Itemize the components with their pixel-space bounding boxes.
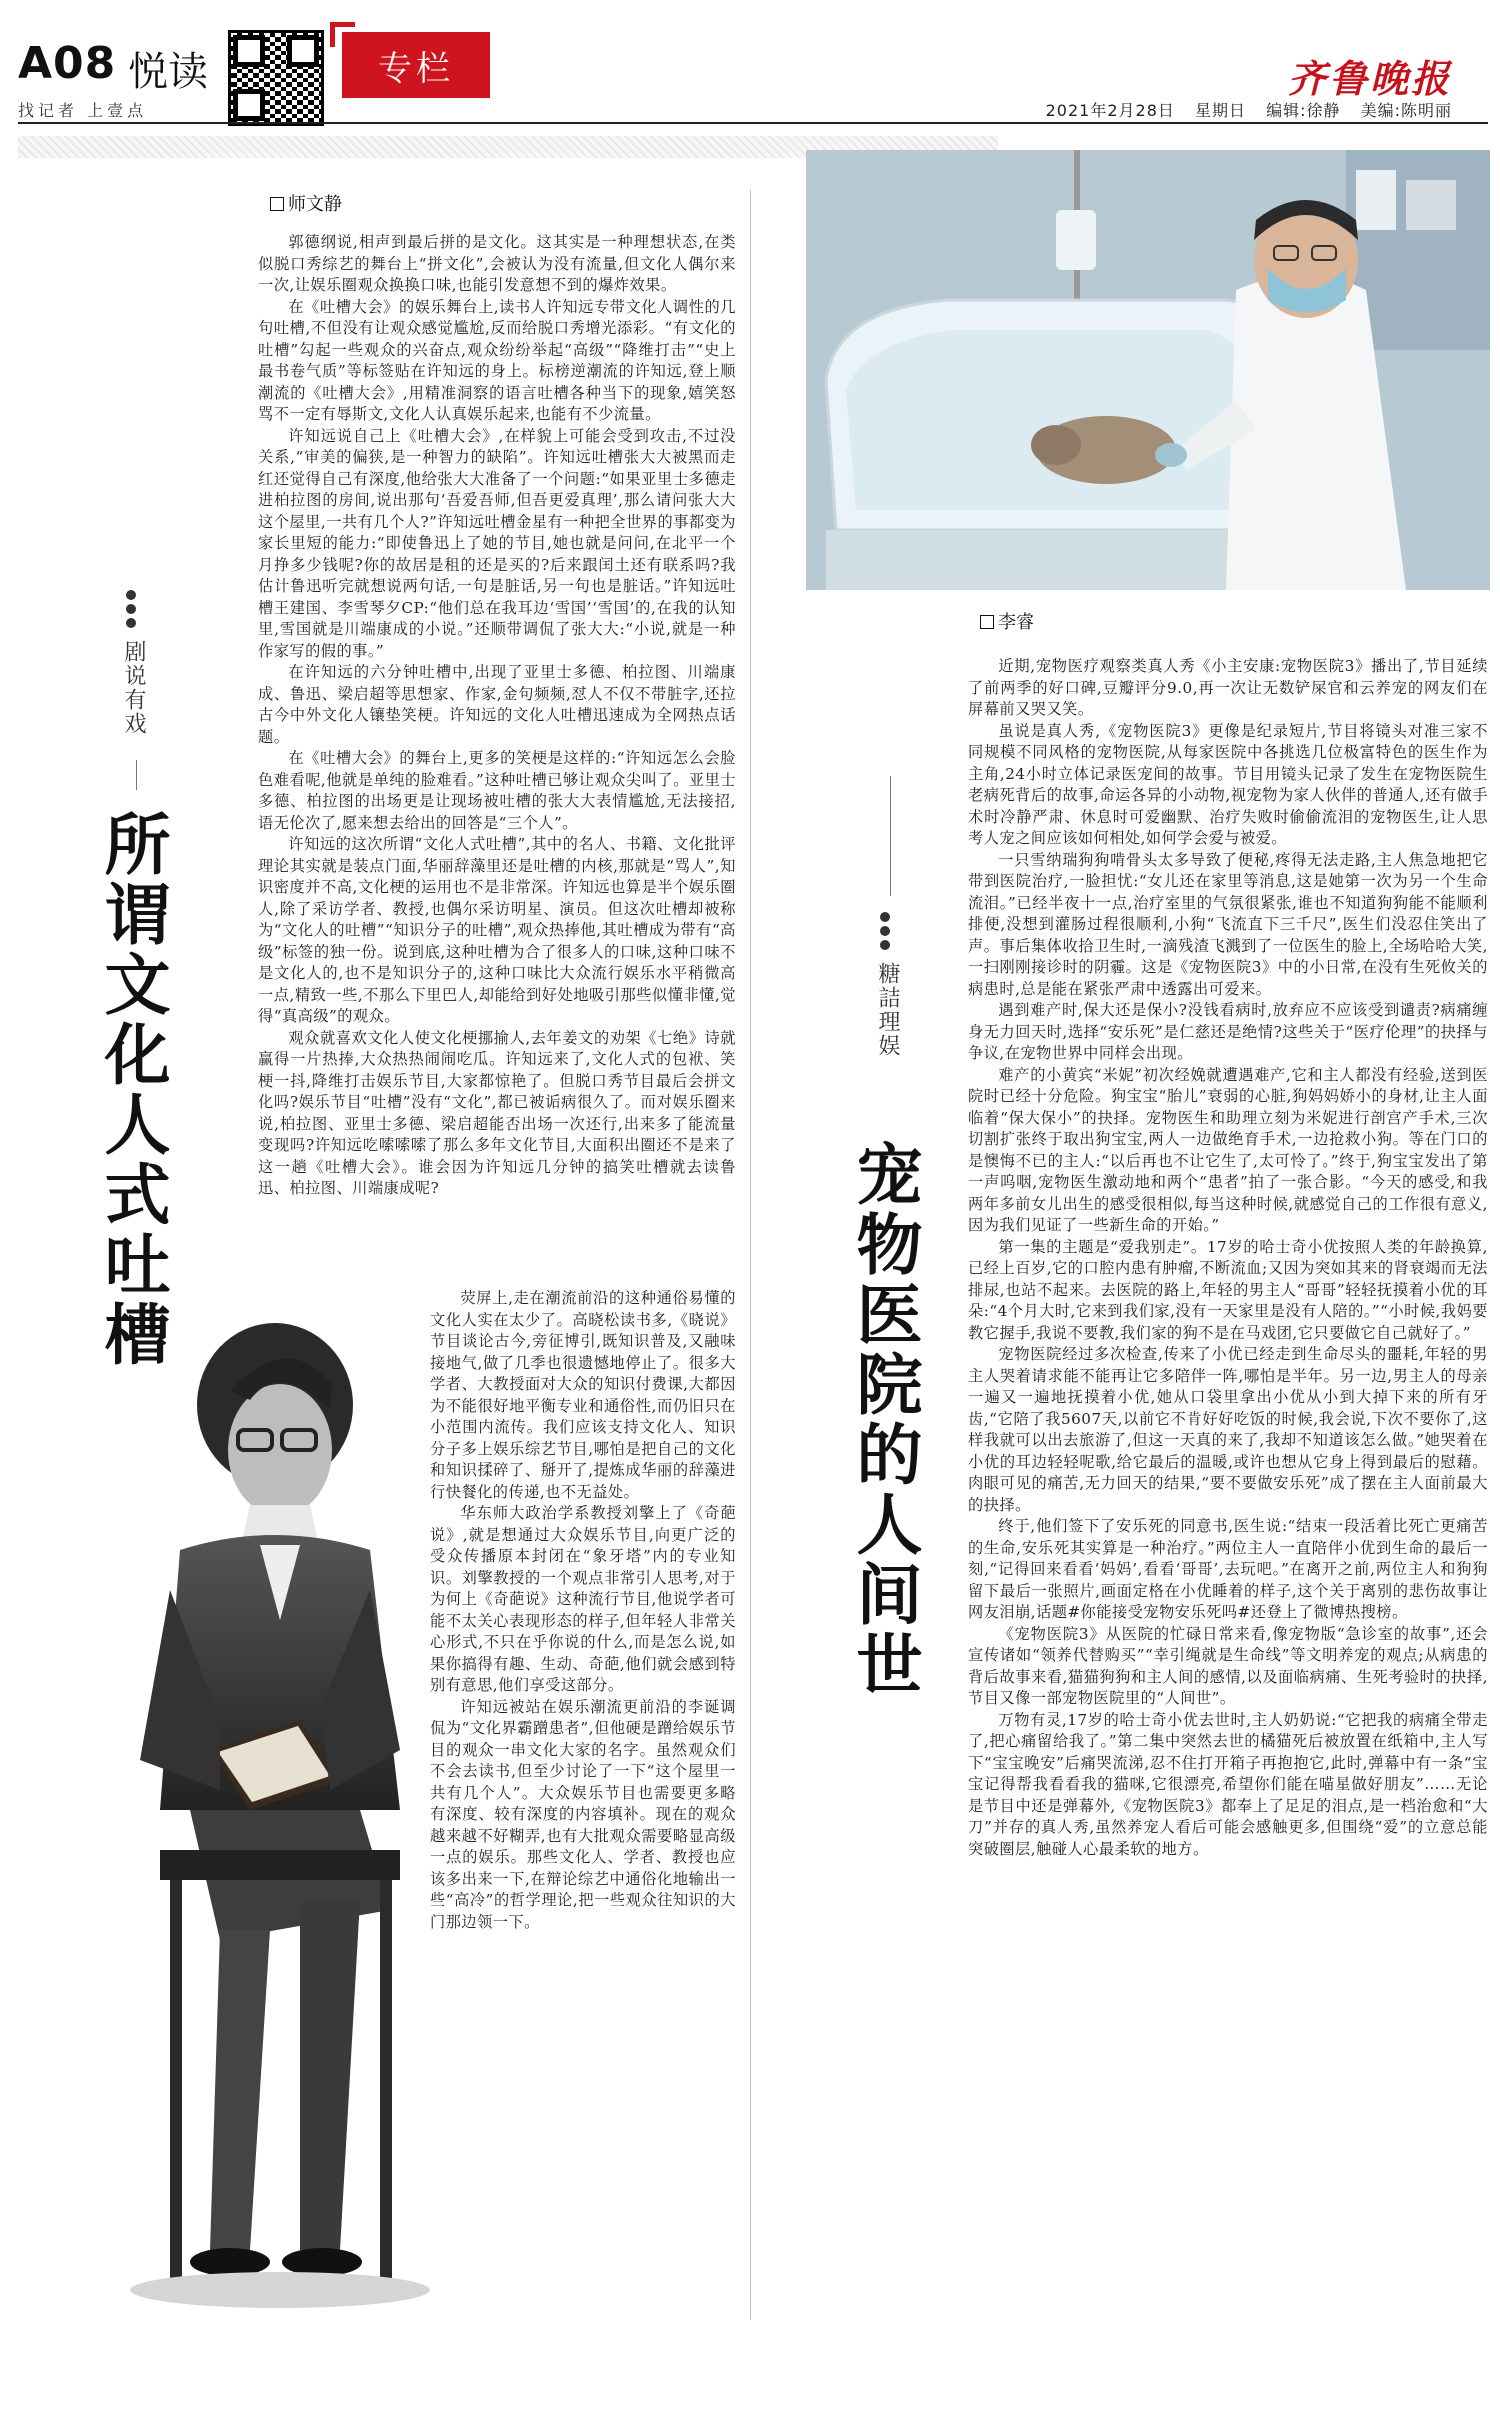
paragraph: 荧屏上,走在潮流前沿的这种通俗易懂的文化人实在太少了。高晓松读书多,《晓说》节目谈论古今,旁征博引,既知识普及,又融味接地气,做了几季也很遗憾地停止了。很多大学者、大教授面对大众的知识付费课,大都因为不能很好地平衡专业和通俗性,而仍旧只在小范围内流传。我们应该支持文化人、知识分子多上娱乐综艺节目,哪怕是把自己的文化和知识揉碎了、掰开了,提炼成华丽的辞藻进行快餐化的传递,也不无益处。 <box>430 1289 736 1501</box>
paragraph: 遇到难产时,保大还是保小?没钱看病时,放弃应不应该受到谴责?病痛缠身无力回天时,选择“安乐死”是仁慈还是绝情?这些关于“医疗伦理”的抉择与争议,在宠物世界中同样会出现。 <box>968 1001 1488 1062</box>
paragraph: 华东师大政治学系教授刘擎上了《奇葩说》,就是想通过大众娱乐节目,向更广泛的受众传播原本封闭在“象牙塔”内的专业知识。刘擎教授的一个观点非常引人思考,对于为何上《奇葩说》这种流行节目,他说学者可能不太关心表现形态的样子,但年轻人非常关心形式,不只在乎你说的什么,而是怎么说,如果你搞得有趣、生动、奇葩,他们就会感到特别有意思,他们享受这部分。 <box>430 1504 736 1694</box>
paragraph: 观众就喜欢文化人使文化梗挪揄人,去年姜文的劝架《七绝》诗就赢得一片热捧,大众热热闹闹吃瓜。许知远来了,文化人式的包袱、笑梗一抖,降维打击娱乐节目,大家都惊艳了。但脱口秀节目最后会拼文化吗?娱乐节目“吐槽”没有“文化”,都已被诟病很久了。而对娱乐圈来说,柏拉图、亚里士多德、梁启超能否出场一次还行,出来多了能流量变现吗?许知远吃嗦嗦嗦了那么多年文化节目,大面积出圈还不是来了这一趟《吐槽大会》。谁会因为许知远几分钟的搞笑吐槽就去读鲁迅、柏拉图、川端康成呢? <box>258 1028 736 1197</box>
paragraph: 第一集的主题是“爱我别走”。17岁的哈士奇小优按照人类的年龄换算,已经上百岁,它的口腔内患有肿瘤,不断流血;又因为突如其来的肾衰竭而无法排尿,也站不起来。去医院的路上,年轻的男主人“哥哥”轻轻抚摸着小优的耳朵:“4个月大时,它来到我们家,没有一天家里是没有人陪的。”“小时候,我妈要教它握手,我说不要教,我们家的狗不是在马戏团,它只要做它自己就好了。” <box>968 1237 1488 1342</box>
article2-author: 李睿 <box>998 612 1034 633</box>
paragraph: 《宠物医院3》从医院的忙碌日常来看,像宠物版“急诊室的故事”,还会宣传诸如“领养代替购买”“幸引绳就是生命线”等文明养宠的观点;从病患的背后故事来看,猫猫狗狗和主人间的感情,以及面临病痛、生死考验时的抉择,节目又像一部宠物医院里的“人间世”。 <box>968 1624 1488 1707</box>
article1-body-top <box>258 232 736 1284</box>
issue-weekday: 星期日 <box>1194 101 1246 120</box>
article1-column-label: 剧说有戏 <box>121 640 146 736</box>
designer-credit: 美编:陈明丽 <box>1360 101 1452 120</box>
article1-byline <box>270 190 342 216</box>
column-dots-icon <box>126 590 136 628</box>
article2-byline <box>980 608 1034 634</box>
article2-column-label: 糖詰理娱 <box>875 962 900 1058</box>
qr-code-icon[interactable] <box>228 30 324 126</box>
paragraph: 在《吐槽大会》的舞台上,更多的笑梗是这样的:“许知远怎么会脸色难看呢,他就是单纯的脸难看。”这种吐槽已够让观众尖叫了。亚里士多德、柏拉图的出场更是让现场被吐槽的张大大表情尴尬,无法接招,语无伦次了,愿来想去给出的回答是“三个人”。 <box>258 749 736 832</box>
page-number: A08 <box>18 38 117 89</box>
paragraph: 虽说是真人秀,《宠物医院3》更像是纪录短片,节目将镜头对准三家不同规模不同风格的宠物医院,从每家医院中各挑选几位极富特色的医生作为主角,24小时立体记录医宠间的故事。节目用镜头记录了发生在宠物医院生老病死背后的故事,命运各异的小动物,视宠物为家人伙伴的普通人,还有做手术时冷静严肃、休息时可爱幽默、治疗失败时偷偷流泪的宠物医生,让人思考人宠之间应该如何相处,如何学会爱与被爱。 <box>968 721 1488 847</box>
article1-author: 师文静 <box>288 194 342 215</box>
article2-body <box>968 656 1488 2376</box>
section-name: 悦读 <box>128 49 208 95</box>
vet-clinic-photo <box>806 150 1490 590</box>
article2-title: 宠物医院的人间世 <box>845 1140 922 1700</box>
paragraph: 郭德纲说,相声到最后拼的是文化。这其实是一种理想状态,在类似脱口秀综艺的舞台上“拼文化”,会被认为没有流量,但文化人偶尔来一次,让娱乐圈观众换换口味,也能引发意想不到的爆炸效果。 <box>258 233 736 294</box>
editor-credit: 编辑:徐静 <box>1266 101 1341 120</box>
paragraph: 终于,他们签下了安乐死的同意书,医生说:“结束一段活着比死亡更痛苦的生命,安乐死其实算是一种治疗。”两位主人一直陪伴小优到生命的最后一刻,“记得回来看看‘妈妈’,看看‘哥哥’,去玩吧。”在离开之前,两位主人和狗狗留下最后一张照片,画面定格在小优睡着的样子,这个关于离别的悲伤故事让网友泪崩,话题#你能接受宠物安乐死吗#还登上了微博热搜榜。 <box>968 1517 1488 1621</box>
column-divider <box>750 190 751 2320</box>
paragraph: 许知远被站在娱乐潮流更前沿的李诞调侃为“文化界霸蹭患者”,但他硬是蹭给娱乐节目的观众一串文化大家的名字。虽然观众们不会去读书,但至少讨论了一下“这个屋里一共有几个人”。大众娱乐节目也需要更多略有深度、较有深度的内容填补。现在的观众越来越不好糊弄,也有大批观众需要略显高级一点的娱乐。那些文化人、学者、教授也应该多出来一下,在辩论综艺中通俗化地输出一些“高冷”的哲学理论,把一些观众往知识的大门那边领一下。 <box>430 1697 736 1931</box>
byline-box-icon <box>270 197 284 211</box>
portrait-photo <box>100 1290 430 2330</box>
paragraph: 许知远说自己上《吐槽大会》,在样貌上可能会受到攻击,不过没关系,“审美的偏狭,是一种智力的缺陷”。许知远吐槽张大大被黑而走红还觉得自己有深度,他给张大大准备了一个问题:“如果亚里士多德走进柏拉图的房间,说出那句‘吾爱吾师,但吾更爱真理’,那么请问张大大这个屋里,一共有几个人?”许知远吐槽金星有一种把全世界的事都变为家长里短的能力:“即使鲁迅上了她的节目,她也就是问问,在北平一个月挣多少钱呢?你的故居是租的还是买的?后来跟闰土还有联系吗?我估计鲁迅听完就想说两句话,一句是脏话,另一句也是脏话。”许知远吐槽王建国、李雪琴夕CP:“他们总在我耳边‘雪国’‘雪国’的,在我的认知里,雪国就是川端康成的小说。”还顺带调侃了张大大:“小说,就是一种作家写的假的事。” <box>258 426 736 660</box>
issue-date: 2021年2月28日 <box>1045 101 1175 120</box>
newspaper-logo: 齐鲁晚报 <box>1287 56 1452 101</box>
column-tag: 专栏 <box>342 32 490 98</box>
paragraph: 宠物医院经过多次检查,传来了小优已经走到生命尽头的噩耗,年轻的男主人哭着请求能不能再让它多陪伴一阵,哪怕是半年。另一边,男主人的母亲一遍又一遍地抚摸着小优,她从口袋里拿出小优从小到大掉下来的所有牙齿,“它陪了我5607天,以前它不肯好好吃饭的时候,我会说,下次不要你了,这样我就可以出去旅游了,但这一天真的来了,我却不知道该怎么做。”她哭着在小优的耳边轻轻呢歌,给它最后的温暖,或许也想从它身上得到最后的慰藉。肉眼可见的痛苦,无力回天的结果,“要不要做安乐死”成了摆在主人面前最大的抉择。 <box>968 1345 1488 1514</box>
issue-meta <box>1032 98 1452 121</box>
byline-box-icon <box>980 615 994 629</box>
article1-title: 所谓文化人式吐槽 <box>93 810 170 1370</box>
article1-body-bottom <box>430 1288 736 2288</box>
paragraph: 一只雪纳瑞狗狗啃骨头太多导致了便秘,疼得无法走路,主人焦急地把它带到医院治疗,一脸担忧:“女儿还在家里等消息,这是她第一次为另一个生命流泪。”已经半夜十一点,治疗室里的气氛很紧张,谁也不知道狗狗能不能顺利排便,没想到灌肠过程很顺利,小狗“飞流直下三千尺”,医生们没忍住笑出了声。事后集体收拾卫生时,一滴残渣飞溅到了一位医生的脸上,全场哈哈大笑,一扫刚刚接诊时的阴霾。这是《宠物医院3》中的小日常,在没有生死攸关的病患时,总是能在紧张严肃中透露出可爱来。 <box>968 850 1488 998</box>
column-dots-icon <box>880 912 890 950</box>
paragraph: 难产的小黄宾“米妮”初次经娩就遭遇难产,它和主人都没有经验,送到医院时已经十分危险。狗宝宝“胎儿”衰弱的心脏,狗妈妈娇小的身材,让主人面临着“保大保小”的抉择。宠物医生和助理立刻为米妮进行剖宫产手术,三次切割扩张终于取出狗宝宝,两人一边做绝育手术,一边抢救小狗。等在门口的是懊悔不已的主人:“以后再也不让它生了,太可怜了。”终于,狗宝宝发出了第一声呜咽,宠物医生激动地和两个“患者”拍了一张合影。“今天的感受,和我两年多前女儿出生的感受很相似,每当这种时候,就感觉自己的工作很有意义,因为我们见证了一些新生命的开始。” <box>968 1065 1488 1234</box>
paragraph: 许知远的这次所谓“文化人式吐槽”,其中的名人、书籍、文化批评理论其实就是装点门面,华丽辞藻里还是吐槽的内核,那就是“骂人”,知识密度并不高,文化梗的运用也不是非常深。许知远也算是半个娱乐圈人,除了采访学者、教授,也偶尔采访明星、演员。但这次吐槽却被称为“文化人的吐槽”“知识分子的吐槽”,观众热捧他,其吐槽成为带有“高级”标签的独一份。说到底,这种吐槽为合了很多人的口味,这种口味不是文化人的,也不是知识分子的,这种口味比大众流行娱乐水平稍微高一点,精致一些,不那么下里巴人,却能给到好处地吸引那些似懂非懂,觉得“真高级”的观众。 <box>258 835 736 1025</box>
label-divider <box>890 776 891 896</box>
paragraph: 万物有灵,17岁的哈士奇小优去世时,主人奶奶说:“它把我的病痛全带走了,把心痛留给我了。”第二集中突然去世的橘猫死后被放置在纸箱中,主人写下“宝宝晚安”后痛哭流涕,忍不住打开箱子再抱抱它,此时,弹幕中有一条“宝宝记得帮我看看我的猫咪,它很漂亮,希望你们能在喵星做好朋友”……无论是节目中还是弹幕外,《宠物医院3》都奉上了足足的泪点,是一档治愈和“大刀”并存的真人秀,虽然养宠人看后可能会感触更多,但围绕“爱”的立意总能突破圈层,触碰人心最柔软的地方。 <box>968 1710 1488 1858</box>
paragraph: 在《吐槽大会》的娱乐舞台上,读书人许知远专带文化人调性的几句吐槽,不但没有让观众感觉尴尬,反而给脱口秀增光添彩。“有文化的吐槽”勾起一些观众的兴奋点,观众纷纷举起“高级”“降维打击”“史上最书卷气质”等标签贴在许知远的身上。标榜逆潮流的许知远,登上顺潮流的《吐槽大会》,用精准洞察的语言吐槽各种当下的现象,嬉笑怒骂不一定有辱斯文,文化人认真娱乐起来,也能有不少流量。 <box>258 297 736 423</box>
paragraph: 近期,宠物医疗观察类真人秀《小主安康:宠物医院3》播出了,节目延续了前两季的好口碑,豆瓣评分9.0,再一次让无数铲屎官和云养宠的网友们在屏幕前又哭又笑。 <box>968 657 1488 718</box>
header-rule <box>18 122 1488 124</box>
reporters-tagline: 找记者 上壹点 <box>18 101 148 120</box>
label-divider <box>136 760 137 790</box>
paragraph: 在许知远的六分钟吐槽中,出现了亚里士多德、柏拉图、川端康成、鲁迅、梁启超等思想家、作家,金句频频,怼人不仅不带脏字,还拉古今中外文化人镶垫笑梗。许知远的文化人吐槽迅速成为全网热点话题。 <box>258 663 736 746</box>
